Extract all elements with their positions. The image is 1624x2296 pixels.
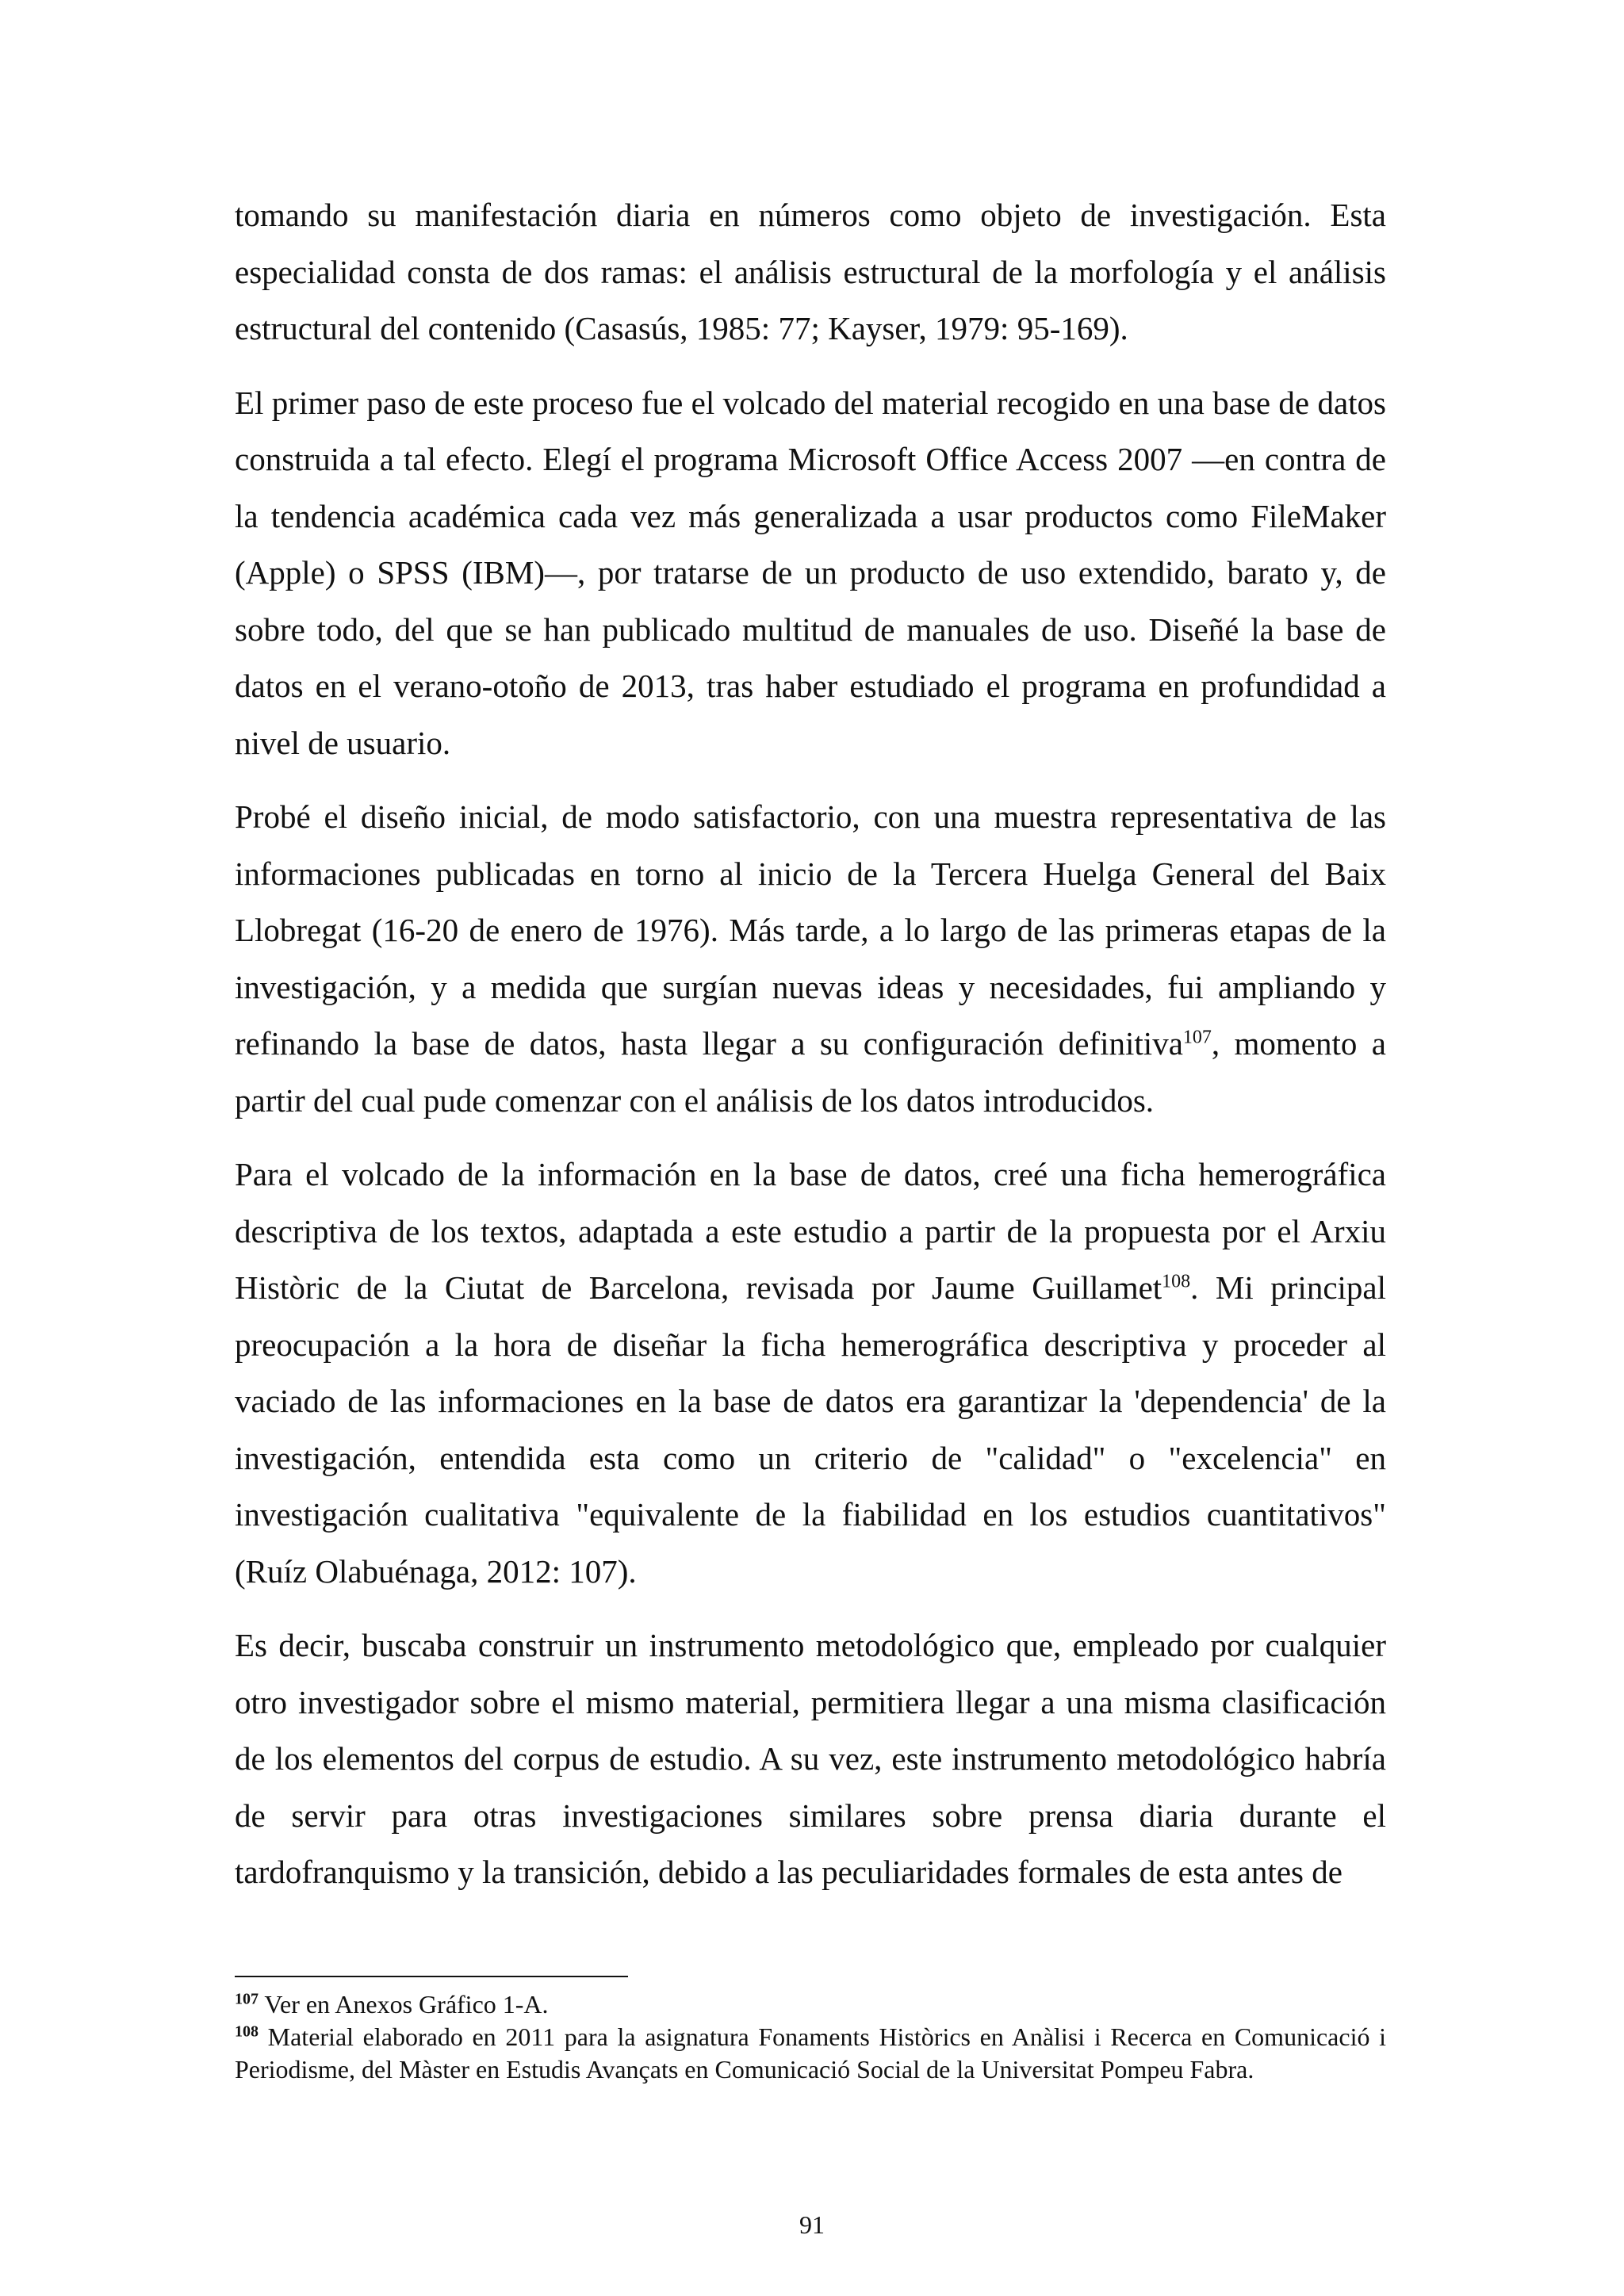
footnote-text: Ver en Anexos Gráfico 1-A.	[259, 1990, 549, 2019]
paragraph-5	[235, 1617, 1386, 1901]
paragraph-2	[235, 375, 1386, 772]
body-text	[235, 187, 1386, 1919]
page-number: 91	[799, 2210, 825, 2239]
footnote-text: Material elaborado en 2011 para la asignatura Fonaments Històrics en Anàlisi i Recerca en Comunicació i Periodisme, del Màster en Estudis Avançats en Comunicació Social de la Universitat Pompeu Fabra.	[235, 2022, 1386, 2084]
paragraph-4-text-after: . Mi principal preocupación a la hora de diseñar la ficha hemerográfica descriptiva y proceder al vaciado de las informaciones en la base de datos era garantizar la 'dependencia' de la investigación, entendida esta como un criterio de "calidad" o "excelencia" en investigación cualitativa "equivalente de la fiabilidad en los estudios cuantitativos" (Ruíz Olabuénaga, 2012: 107).	[235, 1269, 1386, 1590]
footnote-number: 108	[235, 2022, 259, 2041]
footnote-108	[235, 2021, 1386, 2086]
footnote-reference-107: 107	[1182, 1027, 1212, 1048]
footnote-separator	[235, 1976, 628, 1977]
paragraph-2-text: El primer paso de este proceso fue el volcado del material recogido en una base de datos construida a tal efecto. Elegí el programa Microsoft Office Access 2007 —en contra de la tendencia académica cada vez más generalizada a usar productos como FileMaker (Apple) o SPSS (IBM)—, por tratarse de un producto de uso extendido, barato y, de sobre todo, del que se han publicado multitud de manuales de uso. Diseñé la base de datos en el verano-otoño de 2013, tras haber estudiado el programa en profundidad a nivel de usuario.	[235, 384, 1386, 761]
paragraph-1-text: tomando su manifestación diaria en números como objeto de investigación. Esta especialidad consta de dos ramas: el análisis estructural de la morfología y el análisis estructural del contenido (Casasús, 1985: 77; Kayser, 1979: 95-169).	[235, 197, 1386, 346]
paragraph-3	[235, 789, 1386, 1129]
paragraph-3-text-after: , momento a partir del cual pude comenzar con el análisis de los datos introducidos.	[235, 1025, 1386, 1119]
paragraph-1	[235, 187, 1386, 358]
paragraph-4-text-before: Para el volcado de la información en la base de datos, creé una ficha hemerográfica descriptiva de los textos, adaptada a este estudio a partir de la propuesta por el Arxiu Històric de la Ciutat de Barcelona, revisada por Jaume Guillamet	[235, 1156, 1386, 1306]
footnotes	[235, 1988, 1386, 2086]
footnote-number: 107	[235, 1990, 259, 2008]
paragraph-4	[235, 1146, 1386, 1600]
paragraph-3-text-before: Probé el diseño inicial, de modo satisfactorio, con una muestra representativa de las informaciones publicadas en torno al inicio de la Tercera Huelga General del Baix Llobregat (16-20 de enero de 1976). Más tarde, a lo largo de las primeras etapas de la investigación, y a medida que surgían nuevas ideas y necesidades, fui ampliando y refinando la base de datos, hasta llegar a su configuración definitiva	[235, 798, 1386, 1062]
paragraph-5-text: Es decir, buscaba construir un instrumento metodológico que, empleado por cualquier otro investigador sobre el mismo material, permitiera llegar a una misma clasificación de los elementos del corpus de estudio. A su vez, este instrumento metodológico habría de servir para otras investigaciones similares sobre prensa diaria durante el tardofranquismo y la transición, debido a las peculiaridades formales de esta antes de	[235, 1627, 1386, 1890]
footnote-107	[235, 1988, 1386, 2021]
footnote-reference-108: 108	[1162, 1271, 1191, 1292]
